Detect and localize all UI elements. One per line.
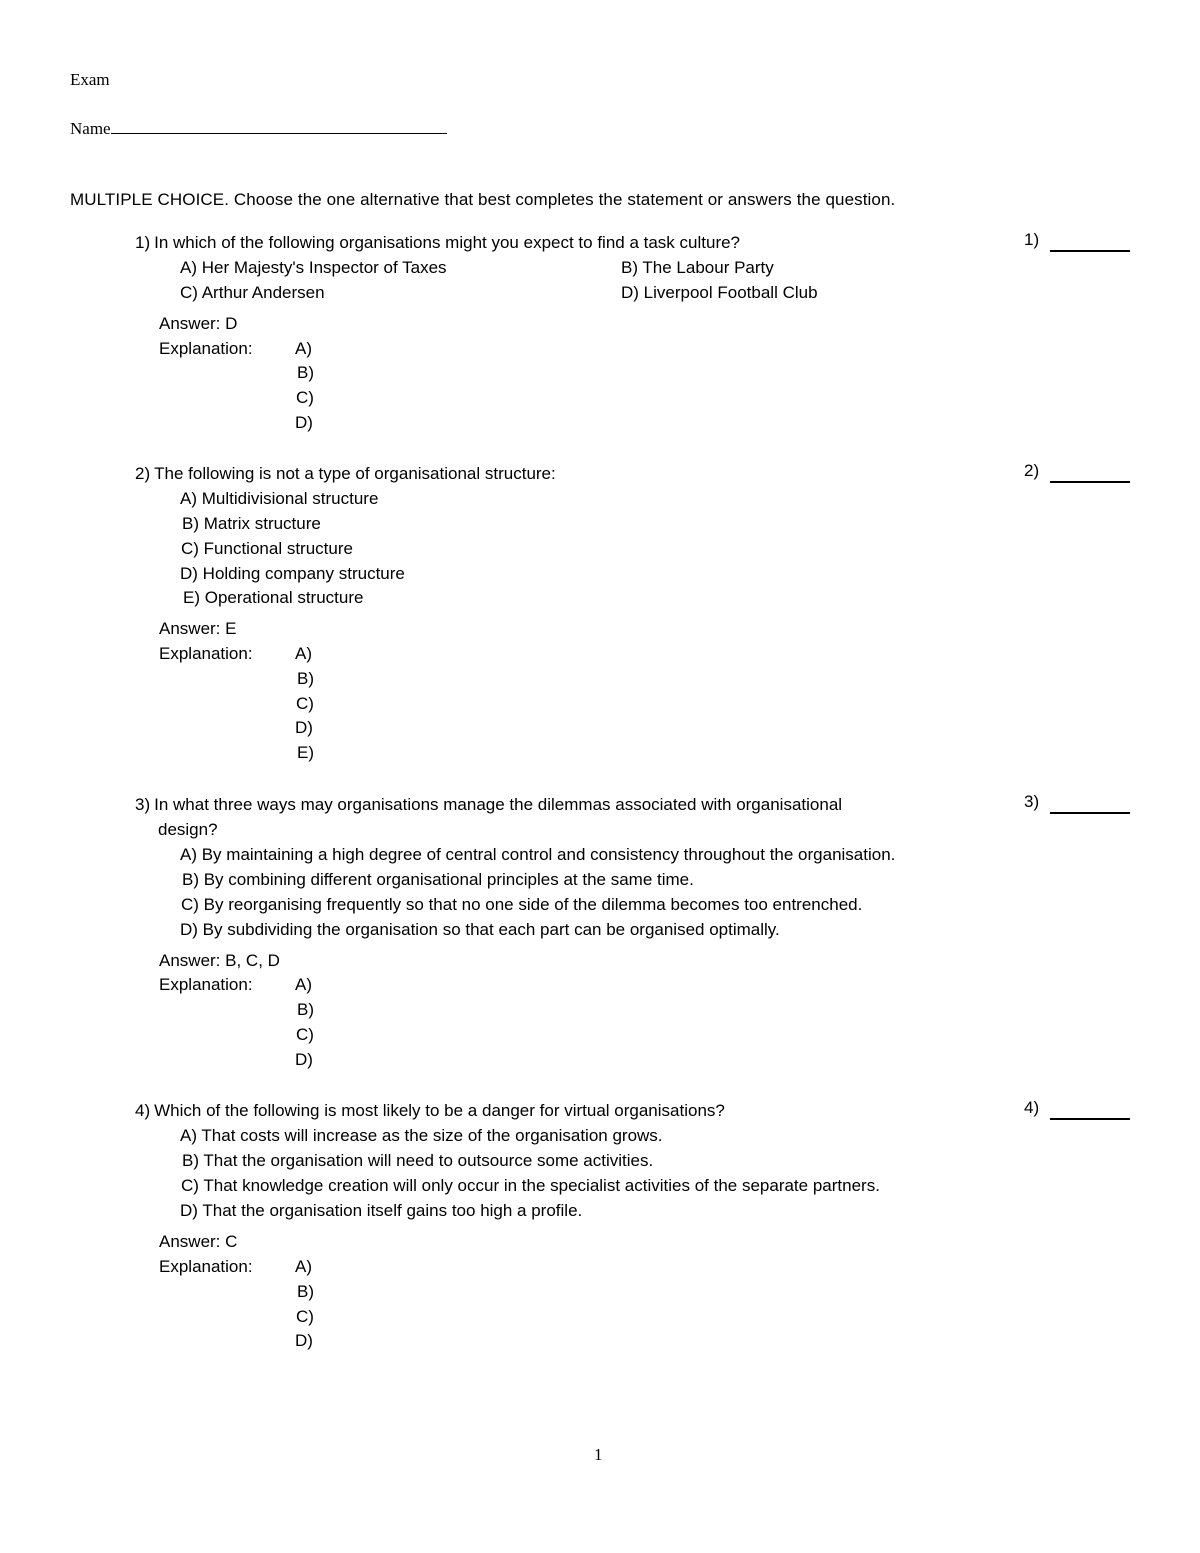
explanation-label: Explanation: — [159, 644, 253, 663]
question-number: 3) — [135, 795, 151, 814]
question-text: In which of the following organisations might you expect to find a task culture? — [154, 233, 741, 252]
option-b: B) By combining different organisational principles at the same time. — [182, 870, 694, 889]
option-e: E) Operational structure — [183, 588, 364, 607]
option-a: A) Her Majesty's Inspector of Taxes — [180, 258, 447, 277]
answer-blank[interactable] — [1050, 461, 1130, 483]
answer-number: 3) — [1024, 792, 1040, 811]
option-c: C) Arthur Andersen — [180, 283, 325, 302]
explanation-item: C) — [296, 1307, 314, 1326]
name-label: Name — [70, 119, 111, 138]
answer-blank[interactable] — [1050, 792, 1130, 814]
explanation-label: Explanation: — [159, 339, 253, 358]
explanation-item: E) — [297, 743, 314, 762]
answer-number: 2) — [1024, 461, 1040, 480]
explanation-item: A) — [295, 339, 312, 358]
explanation-item: B) — [297, 363, 314, 382]
question-number: 4) — [135, 1101, 151, 1120]
option-c: C) Functional structure — [181, 539, 353, 558]
explanation-item: A) — [295, 1257, 312, 1276]
option-d: D) That the organisation itself gains too high a profile. — [180, 1201, 583, 1220]
explanation-item: D) — [295, 413, 313, 432]
option-b: B) The Labour Party — [621, 258, 774, 277]
option-a: A) Multidivisional structure — [180, 489, 379, 508]
page-number: 1 — [594, 1445, 603, 1464]
question-stem — [135, 1098, 975, 1123]
question-stem — [135, 792, 975, 842]
question-number: 1) — [135, 233, 151, 252]
option-d: D) By subdividing the organisation so that each part can be organised optimally. — [180, 920, 780, 939]
answer-text: Answer: D — [159, 314, 238, 333]
option-d: D) Holding company structure — [180, 564, 405, 583]
explanation-item: C) — [296, 1025, 314, 1044]
question-stem — [135, 230, 975, 255]
explanation-item: A) — [295, 975, 312, 994]
explanation-item: D) — [295, 1331, 313, 1350]
option-b: B) That the organisation will need to outsource some activities. — [182, 1151, 654, 1170]
name-blank-line[interactable] — [111, 117, 447, 134]
exam-title: Exam — [70, 70, 110, 89]
explanation-item: C) — [296, 694, 314, 713]
explanation-item: B) — [297, 669, 314, 688]
answer-number: 4) — [1024, 1098, 1040, 1117]
option-a: A) By maintaining a high degree of central control and consistency throughout the organisation. — [180, 845, 896, 864]
explanation-item: D) — [295, 718, 313, 737]
explanation-label: Explanation: — [159, 1257, 253, 1276]
explanation-item: B) — [297, 1282, 314, 1301]
answer-text: Answer: C — [159, 1232, 238, 1251]
option-d: D) Liverpool Football Club — [621, 283, 818, 302]
option-c: C) That knowledge creation will only occur in the specialist activities of the separate partners. — [181, 1176, 880, 1195]
explanation-item: B) — [297, 1000, 314, 1019]
explanation-item: D) — [295, 1050, 313, 1069]
name-field[interactable] — [70, 117, 447, 139]
answer-text: Answer: B, C, D — [159, 951, 280, 970]
option-a: A) That costs will increase as the size of the organisation grows. — [180, 1126, 663, 1145]
explanation-label: Explanation: — [159, 975, 253, 994]
question-number: 2) — [135, 464, 151, 483]
question-stem — [135, 461, 975, 486]
explanation-item: A) — [295, 644, 312, 663]
question-text: In what three ways may organisations manage the dilemmas associated with organisational — [154, 795, 843, 814]
option-c: C) By reorganising frequently so that no one side of the dilemma becomes too entrenched. — [181, 895, 863, 914]
question-text-continued: design? — [158, 820, 218, 839]
explanation-item: C) — [296, 388, 314, 407]
answer-blank[interactable] — [1050, 1098, 1130, 1120]
question-text: The following is not a type of organisational structure: — [154, 464, 556, 483]
instructions: MULTIPLE CHOICE. Choose the one alternative that best completes the statement or answers the question. — [70, 190, 896, 209]
answer-number: 1) — [1024, 230, 1040, 249]
answer-blank[interactable] — [1050, 230, 1130, 252]
answer-text: Answer: E — [159, 619, 237, 638]
question-text: Which of the following is most likely to be a danger for virtual organisations? — [154, 1101, 725, 1120]
option-b: B) Matrix structure — [182, 514, 321, 533]
